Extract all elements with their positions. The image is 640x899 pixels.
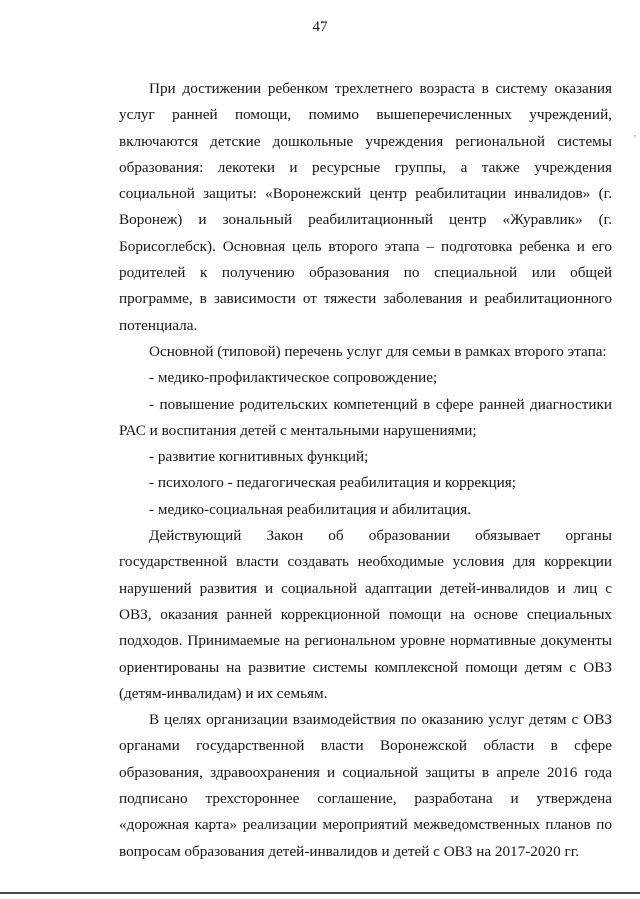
paragraph-education-law: Действующий Закон об образовании обязывает органы государственной власти создавать необходимые условия для коррекции нарушений развития и социальной адаптации детей-инвалидов и лиц с ОВЗ, оказания ранней коррекционной помощи на основе специальных подходов. Принимаемые на региональном уровне нормативные документы ориентированы на развитие системы комплексной помощи детям с ОВЗ (детям-инвалидам) и их семьям. (119, 527, 612, 702)
paragraph-services-intro: Основной (типовой) перечень услуг для семьи в рамках второго этапа: (149, 342, 607, 360)
list-item: - медико-социальная реабилитация и абилитация. (149, 500, 471, 518)
paragraph-second-stage: При достижении ребенком трехлетнего возраста в систему оказания услуг ранней помощи, помимо вышеперечисленных учреждений, включаются детские дошкольные учреждения региональной системы образования: лекотеки и ресурсные группы, а также учреждения социальной защиты: «Воронежский центр реабилитации инвалидов» (г. Воронеж) и зональный реабилитационный центр «Журавлик» (г. Борисоглебск). Основная цель второго этапа – подготовка ребенка и его родителей к получению образования по специальной или общей программе, в зависимости от тяжести заболевания и реабилитационного потенциала. (119, 80, 612, 334)
bottom-scan-border (0, 892, 640, 894)
list-item: - психолого - педагогическая реабилитация и коррекция; (149, 474, 516, 492)
margin-mark: , (633, 128, 636, 138)
list-item: - развитие когнитивных функций; (149, 448, 369, 466)
page-number: 47 (312, 19, 328, 35)
list-item: - медико-профилактическое сопровождение; (149, 369, 438, 387)
document-body (119, 76, 612, 865)
list-item: - повышение родительских компетенций в сфере ранней диагностики РАС и воспитания детей с ментальными нарушениями; (119, 395, 612, 439)
paragraph-agreement: В целях организации взаимодействия по оказанию услуг детям с ОВЗ органами государственной власти Воронежской области в сфере образования, здравоохранения и социальной защиты в апреле 2016 года подписано трехстороннее соглашение, разработана и утверждена «дорожная карта» реализации мероприятий межведомственных планов по вопросам образования детей-инвалидов и детей с ОВЗ на 2017-2020 гг. (119, 711, 612, 860)
